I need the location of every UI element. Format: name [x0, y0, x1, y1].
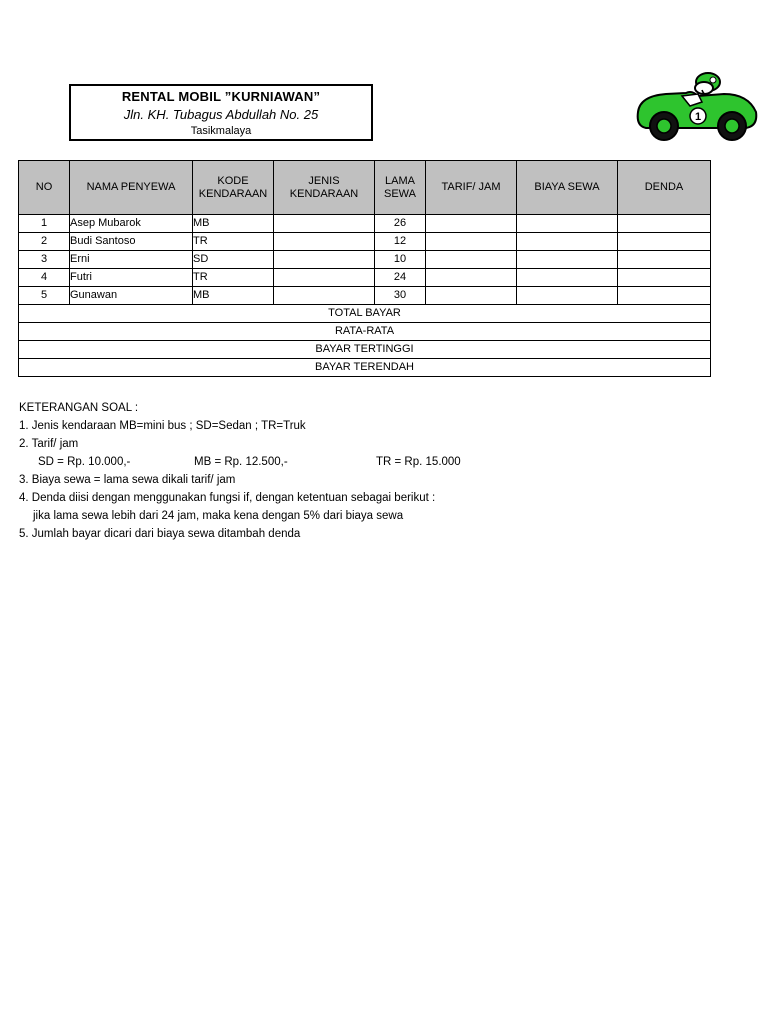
tarif-tr: TR = Rp. 15.000: [376, 456, 461, 468]
cell-lama: 12: [375, 233, 426, 251]
cell-kode: MB: [193, 287, 274, 305]
tarif-values-line: [19, 453, 759, 471]
cell-lama: 10: [375, 251, 426, 269]
cell-kode: MB: [193, 215, 274, 233]
cell-kode: TR: [193, 269, 274, 287]
notes-heading: KETERANGAN SOAL :: [19, 402, 139, 414]
cell-kode: TR: [193, 233, 274, 251]
race-car-icon: [632, 66, 760, 144]
table-row: [19, 233, 711, 251]
tarif-sd: SD = Rp. 10.000,-: [38, 456, 131, 468]
table-header-row: [19, 161, 711, 215]
col-header-jenis-kendaraan: JENIS KENDARAAN: [274, 161, 375, 215]
cell-denda[interactable]: [618, 251, 711, 269]
summary-label-total-bayar: TOTAL BAYAR: [19, 305, 711, 323]
cell-tarif[interactable]: [426, 251, 517, 269]
cell-lama: 24: [375, 269, 426, 287]
col-header-lama-sewa: LAMA SEWA: [375, 161, 426, 215]
note-line-4-detail: jika lama sewa lebih dari 24 jam, maka kena dengan 5% dari biaya sewa: [33, 510, 404, 522]
cell-no: 2: [19, 233, 70, 251]
cell-nama: Futri: [70, 269, 193, 287]
cell-nama: Gunawan: [70, 287, 193, 305]
cell-jenis[interactable]: [274, 251, 375, 269]
col-header-kode-kendaraan: KODE KENDARAAN: [193, 161, 274, 215]
cell-kode: SD: [193, 251, 274, 269]
note-line-3: 3. Biaya sewa = lama sewa dikali tarif/ jam: [19, 474, 236, 486]
tarif-mb: MB = Rp. 12.500,-: [194, 456, 288, 468]
notes-section: [19, 399, 759, 543]
cell-denda[interactable]: [618, 287, 711, 305]
cell-nama: Budi Santoso: [70, 233, 193, 251]
company-city: Tasikmalaya: [190, 125, 252, 137]
table-row: [19, 251, 711, 269]
note-line-5: 5. Jumlah bayar dicari dari biaya sewa ditambah denda: [19, 528, 301, 540]
cell-jenis[interactable]: [274, 287, 375, 305]
summary-row-bayar-terendah: [19, 359, 711, 377]
rental-table: [18, 160, 711, 377]
cell-jenis[interactable]: [274, 215, 375, 233]
cell-nama: Erni: [70, 251, 193, 269]
col-header-nama-penyewa: NAMA PENYEWA: [70, 161, 193, 215]
cell-tarif[interactable]: [426, 215, 517, 233]
header-box: [69, 84, 373, 141]
col-header-denda: DENDA: [618, 161, 711, 215]
cell-tarif[interactable]: [426, 287, 517, 305]
summary-label-bayar-terendah: BAYAR TERENDAH: [19, 359, 711, 377]
car-number: 1: [694, 111, 702, 123]
cell-biaya[interactable]: [517, 215, 618, 233]
cell-no: 4: [19, 269, 70, 287]
table-row: [19, 287, 711, 305]
summary-row-bayar-tertinggi: [19, 341, 711, 359]
cell-biaya[interactable]: [517, 287, 618, 305]
cell-denda[interactable]: [618, 233, 711, 251]
summary-label-bayar-tertinggi: BAYAR TERTINGGI: [19, 341, 711, 359]
company-address: Jln. KH. Tubagus Abdullah No. 25: [123, 107, 319, 122]
summary-row-rata-rata: [19, 323, 711, 341]
note-line-2: 2. Tarif/ jam: [19, 438, 79, 450]
cell-biaya[interactable]: [517, 251, 618, 269]
cell-jenis[interactable]: [274, 269, 375, 287]
cell-jenis[interactable]: [274, 233, 375, 251]
cell-no: 1: [19, 215, 70, 233]
note-line-4: 4. Denda diisi dengan menggunakan fungsi if, dengan ketentuan sebagai berikut :: [19, 492, 436, 504]
cell-tarif[interactable]: [426, 233, 517, 251]
table-row: [19, 269, 711, 287]
company-title: RENTAL MOBIL ”KURNIAWAN”: [121, 89, 321, 104]
cell-lama: 26: [375, 215, 426, 233]
cell-tarif[interactable]: [426, 269, 517, 287]
summary-row-total-bayar: [19, 305, 711, 323]
cell-denda[interactable]: [618, 215, 711, 233]
cell-biaya[interactable]: [517, 269, 618, 287]
col-header-biaya-sewa: BIAYA SEWA: [517, 161, 618, 215]
col-header-no: NO: [19, 161, 70, 215]
cell-nama: Asep Mubarok: [70, 215, 193, 233]
cell-lama: 30: [375, 287, 426, 305]
cell-denda[interactable]: [618, 269, 711, 287]
cell-biaya[interactable]: [517, 233, 618, 251]
summary-label-rata-rata: RATA-RATA: [19, 323, 711, 341]
note-line-1: 1. Jenis kendaraan MB=mini bus ; SD=Sedan ; TR=Truk: [19, 420, 306, 432]
table-row: [19, 215, 711, 233]
col-header-tarif-jam: TARIF/ JAM: [426, 161, 517, 215]
cell-no: 3: [19, 251, 70, 269]
cell-no: 5: [19, 287, 70, 305]
